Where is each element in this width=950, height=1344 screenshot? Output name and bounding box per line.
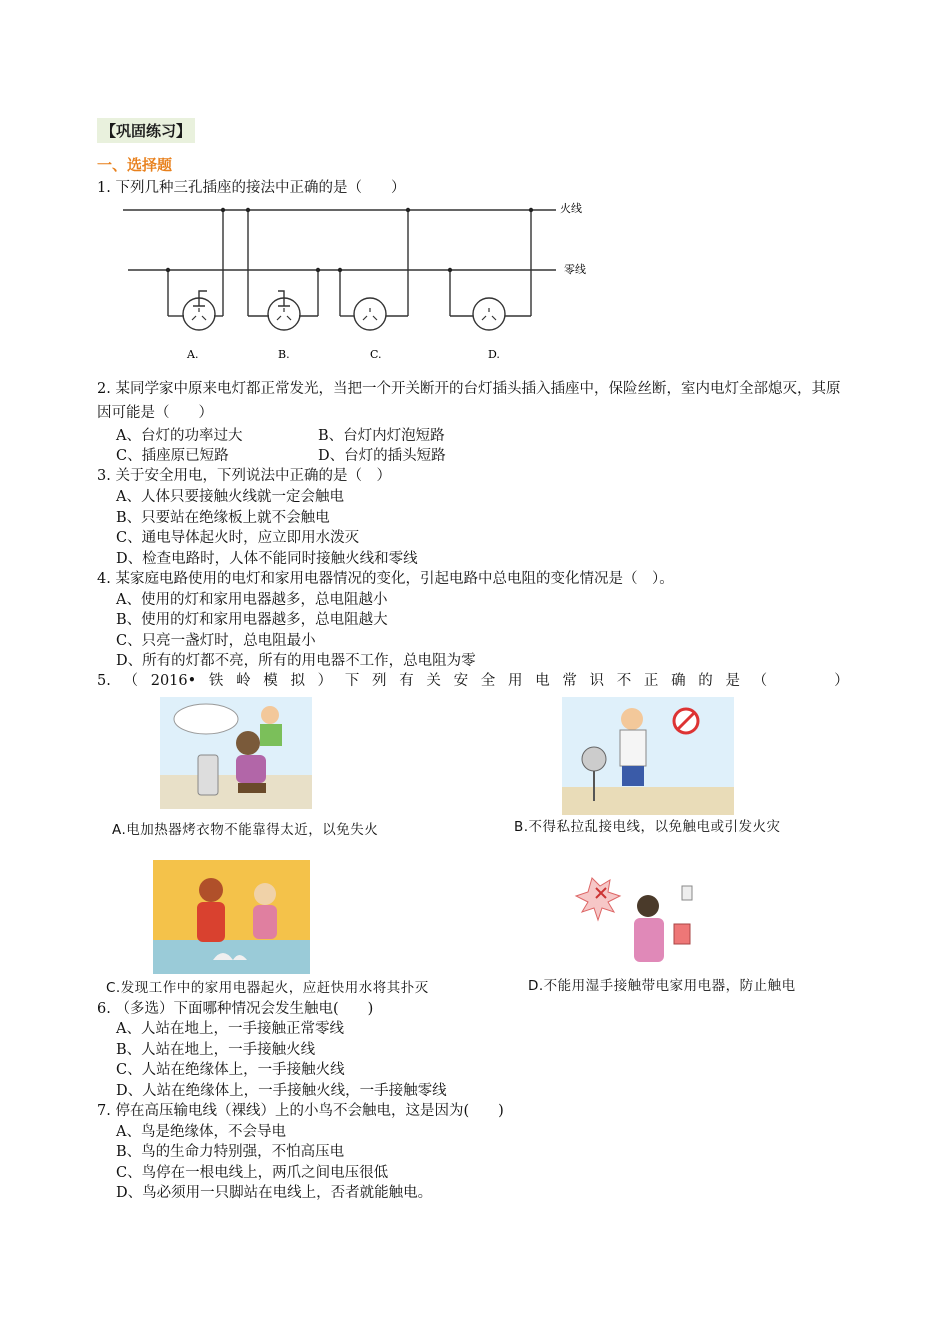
q4-option-b: B、使用的灯和家用电器越多，总电阻越大: [116, 612, 388, 628]
q5-caption-b: B.不得私拉乱接电线，以免触电或引发火灾: [514, 819, 781, 835]
q4-option-d: D、所有的灯都不亮，所有的用电器不工作，总电阻为零: [116, 653, 476, 669]
q5-caption-d: D.不能用湿手接触带电家用电器，防止触电: [528, 978, 796, 994]
q2-option-c: C、插座原已短路: [116, 448, 229, 464]
q5-stem-part: [807, 671, 822, 691]
option-label-a: A.: [187, 348, 199, 361]
q5-stem-part: 铁: [208, 673, 224, 689]
q5-stem-part: 全: [480, 673, 496, 689]
section-title: 【巩固练习】: [97, 118, 195, 143]
q6-option-b: B、人站在地上，一手接触火线: [116, 1042, 316, 1058]
q7-option-b: B、鸟的生命力特别强，不怕高压电: [116, 1144, 345, 1160]
q3-option-c: C、通电导体起火时，应立即用水泼灭: [116, 530, 360, 546]
question-3-stem: 3. 关于安全用电，下列说法中正确的是（ ）: [97, 468, 391, 484]
q5-stem-part: 常: [562, 673, 577, 689]
q5-stem-part: ）: [834, 673, 849, 689]
q5-stem-part: [780, 671, 795, 691]
option-label-b: B.: [278, 348, 290, 361]
q5-stem-part: 是: [725, 673, 740, 689]
q2-option-d: D、台灯的插头短路: [318, 448, 446, 464]
illustration-wet-hands: [574, 864, 698, 970]
q4-option-c: C、只亮一盏灯时，总电阻最小: [116, 633, 316, 649]
neutral-wire-label: 零线: [564, 263, 586, 276]
q5-stem-part: 用: [507, 673, 523, 689]
q5-stem-part: 模: [263, 673, 278, 689]
q5-caption-c: C.发现工作中的家用电器起火，应赶快用水将其扑灭: [106, 980, 429, 996]
question-7-stem: 7. 停在高压输电线（裸线）上的小鸟不会触电，这是因为( ): [97, 1103, 504, 1119]
q5-stem-part: 岭: [236, 673, 251, 689]
option-label-c: C.: [370, 348, 382, 361]
socket-wiring-diagram: [118, 198, 608, 368]
q5-stem-part: 正: [643, 673, 659, 689]
q4-option-a: A、使用的灯和家用电器越多，总电阻越小: [116, 592, 388, 608]
q5-stem-part: 识: [589, 673, 604, 689]
q5-stem-part: 不: [616, 673, 632, 689]
q5-stem-part: （: [123, 673, 139, 689]
subsection-title: 一、选择题: [97, 156, 173, 174]
q5-stem-part: （: [752, 673, 768, 689]
question-1-stem: 1. 下列几种三孔插座的接法中正确的是（ ）: [97, 180, 406, 196]
question-4-stem: 4. 某家庭电路使用的电灯和家用电器情况的变化，引起电路中总电阻的变化情况是（ ）。: [97, 571, 674, 587]
q2-option-a: A、台灯的功率过大: [116, 428, 243, 444]
live-wire-label: 火线: [560, 202, 582, 215]
question-2-stem: 2. 某同学家中原来电灯都正常发光，当把一个开关断开的台灯插头插入插座中，保险丝断，室内电灯全部熄灭，其原因可能是（ ）: [97, 381, 841, 421]
q5-stem-part: 电: [535, 673, 550, 689]
q7-option-c: C、鸟停在一根电线上，两爪之间电压很低: [116, 1165, 389, 1181]
q7-option-d: D、鸟必须用一只脚站在电线上，否者就能触电。: [116, 1185, 433, 1201]
option-label-d: D.: [488, 348, 500, 361]
q5-stem-part: 有: [399, 673, 414, 689]
question-5-stem: [97, 671, 849, 691]
q5-stem-part: 列: [372, 673, 387, 689]
q3-option-a: A、人体只要接触火线就一定会触电: [116, 489, 344, 505]
illustration-heater-clothes: [160, 697, 312, 809]
illustration-appliance-fire: [153, 860, 310, 974]
q7-option-a: A、鸟是绝缘体，不会导电: [116, 1124, 286, 1140]
q6-option-a: A、人站在地上，一手接触正常零线: [116, 1021, 344, 1037]
q5-stem-part: 的: [698, 673, 713, 689]
q5-stem-part: 确: [671, 673, 686, 689]
q5-stem-part: 2016•: [150, 673, 197, 689]
q5-stem-part: 下: [344, 673, 360, 689]
question-6-stem: 6. （多选）下面哪种情况会发生触电( ): [97, 1001, 374, 1017]
q2-option-b: B、台灯内灯泡短路: [318, 428, 445, 444]
q5-caption-a: A.电加热器烤衣物不能靠得太近，以免失火: [112, 822, 379, 838]
q3-option-b: B、只要站在绝缘板上就不会触电: [116, 510, 330, 526]
q6-option-c: C、人站在绝缘体上，一手接触火线: [116, 1062, 345, 1078]
illustration-wiring-electrocution: [562, 697, 734, 815]
q5-stem-part: 安: [453, 673, 469, 689]
q5-stem-part: ）: [317, 673, 333, 689]
q6-option-d: D、人站在绝缘体上，一手接触火线，一手接触零线: [116, 1083, 447, 1099]
q5-stem-part: 拟: [290, 673, 305, 689]
q5-stem-part: 关: [426, 673, 441, 689]
q5-stem-part: 5.: [97, 673, 111, 689]
q3-option-d: D、检查电路时，人体不能同时接触火线和零线: [116, 551, 418, 567]
